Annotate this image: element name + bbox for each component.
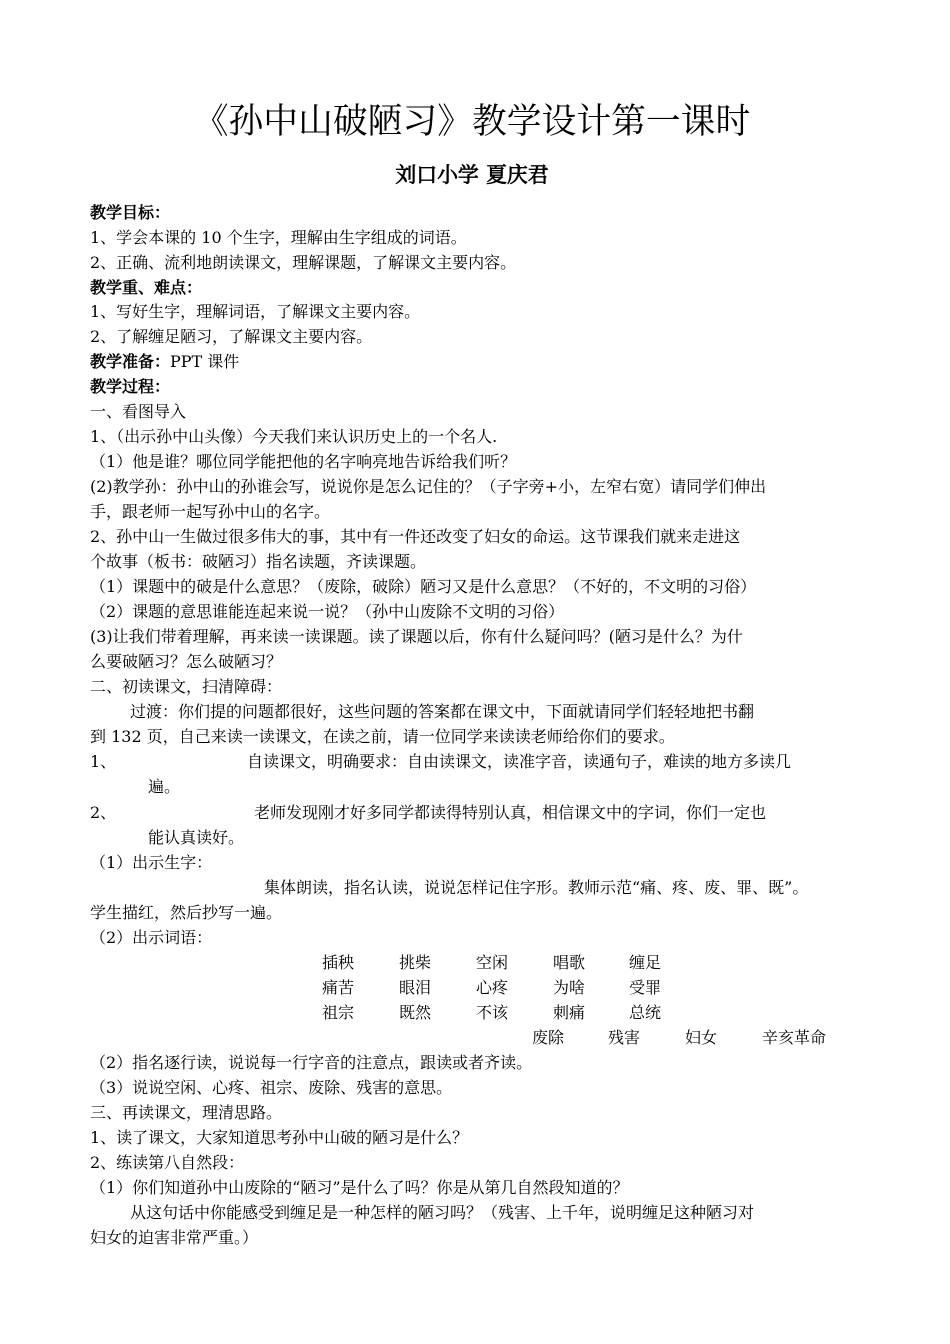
body-line: （1）你们知道孙中山废除的“陋习”是什么了吗？你是从第几自然段知道的？ (90, 1178, 629, 1197)
body-line: （2）出示词语： (90, 928, 213, 947)
key-point-item: 2、了解缠足陋习，了解课文主要内容。 (90, 327, 373, 346)
body-line: （1）出示生字： (90, 853, 213, 872)
body-line: 自读课文，明确要求：自由读课文，读准字音，读通句子，难读的地方多读几 (247, 752, 792, 771)
body-line: (2)教学孙：孙中山的孙谁会写，说说你是怎么记住的？（子字旁+小，左窄右宽）请同学们伸出 (90, 477, 767, 496)
vocab-word: 既然 (399, 1003, 432, 1022)
body-line: 学生描红，然后抄写一遍。 (90, 903, 283, 922)
objective-item: 2、正确、流利地朗读课文，理解课题，了解课文主要内容。 (90, 253, 517, 272)
objective-item: 1、学会本课的 10 个生字，理解由生字组成的词语。 (90, 228, 467, 247)
body-line: 老师发现刚才好多同学都读得特别认真，相信课文中的字词，你们一定也 (254, 803, 767, 822)
objectives-heading: 教学目标： (90, 203, 171, 222)
vocab-word: 残害 (608, 1028, 641, 1047)
body-line: 集体朗读，指名认读，说说怎样记住字形。教师示范“痛、疼、废、罪、既”。 (264, 878, 809, 897)
section-heading: 二、初读课文，扫清障碍： (90, 677, 283, 696)
process-heading: 教学过程： (90, 377, 171, 396)
body-line: 过渡：你们提的问题都很好，这些问题的答案都在课文中，下面就请同学们轻轻地把书翻 (130, 702, 755, 721)
vocab-word: 总统 (629, 1003, 662, 1022)
vocab-word: 眼泪 (399, 978, 432, 997)
document-title: 《孙中山破陋习》教学设计第一课时 (193, 102, 751, 142)
body-line: （2）课题的意思谁能连起来说一说？（孙中山废除不文明的习俗） (90, 602, 565, 621)
list-number: 1、 (90, 752, 117, 771)
body-line: (3)让我们带着理解，再来读一读课题。读了课题以后，你有什么疑问吗？(陋习是什么？为什 (90, 627, 743, 646)
body-line: 2、练读第八自然段： (90, 1153, 245, 1172)
key-point-item: 1、写好生字，理解词语，了解课文主要内容。 (90, 302, 421, 321)
body-line: （3）说说空闲、心疼、祖宗、废除、残害的意思。 (90, 1078, 453, 1097)
body-line: 能认真读好。 (148, 828, 245, 847)
body-line: 1、读了课文，大家知道思考孙中山破的陋习是什么？ (90, 1128, 469, 1147)
body-line: 2、孙中山一生做过很多伟大的事，其中有一件还改变了妇女的命运。这节课我们就来走进这 (90, 527, 741, 546)
body-line: 手，跟老师一起写孙中山的名字。 (90, 502, 331, 521)
vocab-word: 插秧 (322, 953, 355, 972)
vocab-word: 废除 (532, 1028, 565, 1047)
body-line: （2）指名逐行读，说说每一行字音的注意点，跟读或者齐读。 (90, 1053, 533, 1072)
vocab-word: 唱歌 (553, 953, 586, 972)
body-line: 到 132 页，自己来读一读课文，在读之前，请一位同学来读读老师给你们的要求。 (90, 727, 675, 746)
body-line: （1）课题中的破是什么意思？（废除，破除）陋习又是什么意思？（不好的，不文明的习俗） (90, 577, 757, 596)
vocab-word: 妇女 (685, 1028, 718, 1047)
body-line: 从这句话中你能感受到缠足是一种怎样的陋习吗？（残害、上千年，说明缠足这种陋习对 (130, 1203, 755, 1222)
author-line: 刘口小学 夏庆君 (395, 162, 549, 187)
section-heading: 三、再读课文，理清思路。 (90, 1103, 283, 1122)
key-points-heading: 教学重、难点： (90, 278, 203, 297)
vocab-word: 不该 (476, 1003, 509, 1022)
body-line: 1、（出示孙中山头像）今天我们来认识历史上的一个名人. (90, 427, 498, 446)
vocab-word: 缠足 (629, 953, 662, 972)
body-line: （1）他是谁？哪位同学能把他的名字响亮地告诉给我们听？ (90, 452, 517, 471)
vocab-word: 心疼 (476, 978, 509, 997)
vocab-word: 祖宗 (322, 1003, 355, 1022)
section-heading: 一、看图导入 (90, 402, 187, 421)
vocab-word: 受罪 (629, 978, 662, 997)
body-line: 妇女的迫害非常严重。） (90, 1228, 259, 1247)
body-line: 遍。 (148, 777, 181, 796)
list-number: 2、 (90, 803, 117, 822)
vocab-word: 空闲 (476, 953, 509, 972)
prep-line (90, 350, 239, 374)
vocab-word: 辛亥革命 (762, 1028, 827, 1047)
vocab-word: 为啥 (553, 978, 586, 997)
vocab-word: 痛苦 (322, 978, 355, 997)
vocab-word: 刺痛 (553, 1003, 586, 1022)
body-line: 么要破陋习？怎么破陋习？ (90, 652, 283, 671)
prep-heading: 教学准备： (90, 352, 171, 371)
prep-text: PPT 课件 (170, 352, 240, 371)
body-line: 个故事（板书：破陋习）指名读题，齐读课题。 (90, 552, 427, 571)
vocab-word: 挑柴 (399, 953, 432, 972)
